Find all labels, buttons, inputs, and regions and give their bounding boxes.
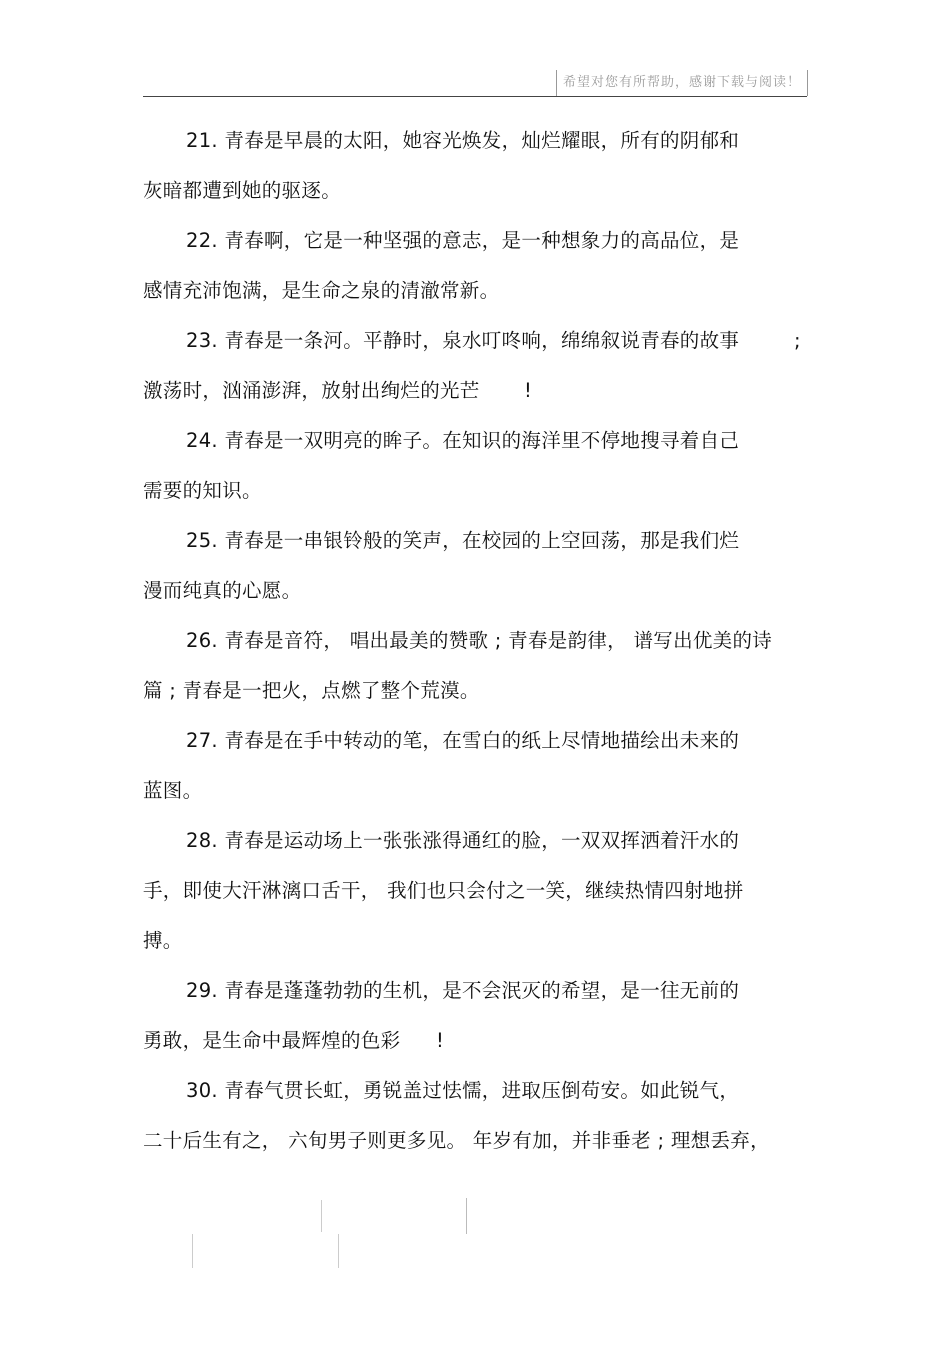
line-26b: 篇 ; 青春是一把火，点燃了整个荒漠。 bbox=[143, 679, 480, 702]
line-28b: 手，即使大汗淋漓口舌干， 我们也只会付之一笑，继续热情四射地拼 bbox=[143, 879, 744, 902]
trailing-exclamation-b: ! bbox=[436, 1029, 444, 1052]
header-note: 希望对您有所帮助，感谢下载与阅读！ bbox=[556, 70, 808, 96]
line-25a: 25. 青春是一串银铃般的笑声，在校园的上空回荡，那是我们烂 bbox=[186, 529, 740, 552]
line-21a: 21. 青春是早晨的太阳，她容光焕发，灿烂耀眼，所有的阴郁和 bbox=[186, 129, 740, 152]
faint-mark bbox=[338, 1234, 339, 1268]
line-24a: 24. 青春是一双明亮的眸子。在知识的海洋里不停地搜寻着自己 bbox=[186, 429, 740, 452]
line-24b: 需要的知识。 bbox=[143, 479, 262, 502]
faint-mark bbox=[321, 1200, 322, 1232]
header-rule bbox=[143, 96, 807, 97]
line-29a: 29. 青春是蓬蓬勃勃的生机，是不会泯灭的希望，是一往无前的 bbox=[186, 979, 740, 1002]
faint-mark bbox=[192, 1234, 193, 1268]
line-28a: 28. 青春是运动场上一张张涨得通红的脸，一双双挥洒着汗水的 bbox=[186, 829, 740, 852]
line-23b: 激荡时，汹涌澎湃，放射出绚烂的光芒 bbox=[143, 379, 480, 402]
line-30a: 30. 青春气贯长虹，勇锐盖过怯懦，进取压倒苟安。如此锐气， bbox=[186, 1079, 740, 1102]
line-29b: 勇敢，是生命中最辉煌的色彩 bbox=[143, 1029, 401, 1052]
line-21b: 灰暗都遭到她的驱逐。 bbox=[143, 179, 342, 202]
line-27b: 蓝图。 bbox=[143, 779, 203, 802]
line-30b: 二十后生有之， 六旬男子则更多见。 年岁有加，并非垂老 ; 理想丢弃， bbox=[143, 1129, 770, 1152]
line-25b: 漫而纯真的心愿。 bbox=[143, 579, 302, 602]
line-28c: 搏。 bbox=[143, 929, 183, 952]
line-26a: 26. 青春是音符， 唱出最美的赞歌 ; 青春是韵律， 谱写出优美的诗 bbox=[186, 629, 773, 652]
line-27a: 27. 青春是在手中转动的笔，在雪白的纸上尽情地描绘出未来的 bbox=[186, 729, 740, 752]
line-22b: 感情充沛饱满，是生命之泉的清澈常新。 bbox=[143, 279, 500, 302]
trailing-exclamation-a: ! bbox=[524, 379, 532, 402]
line-22a: 22. 青春啊，它是一种坚强的意志，是一种想象力的高品位，是 bbox=[186, 229, 740, 252]
faint-mark bbox=[466, 1198, 467, 1234]
trailing-semicolon: ; bbox=[794, 329, 801, 352]
line-23a: 23. 青春是一条河。平静时，泉水叮咚响，绵绵叙说青春的故事 bbox=[186, 329, 740, 352]
